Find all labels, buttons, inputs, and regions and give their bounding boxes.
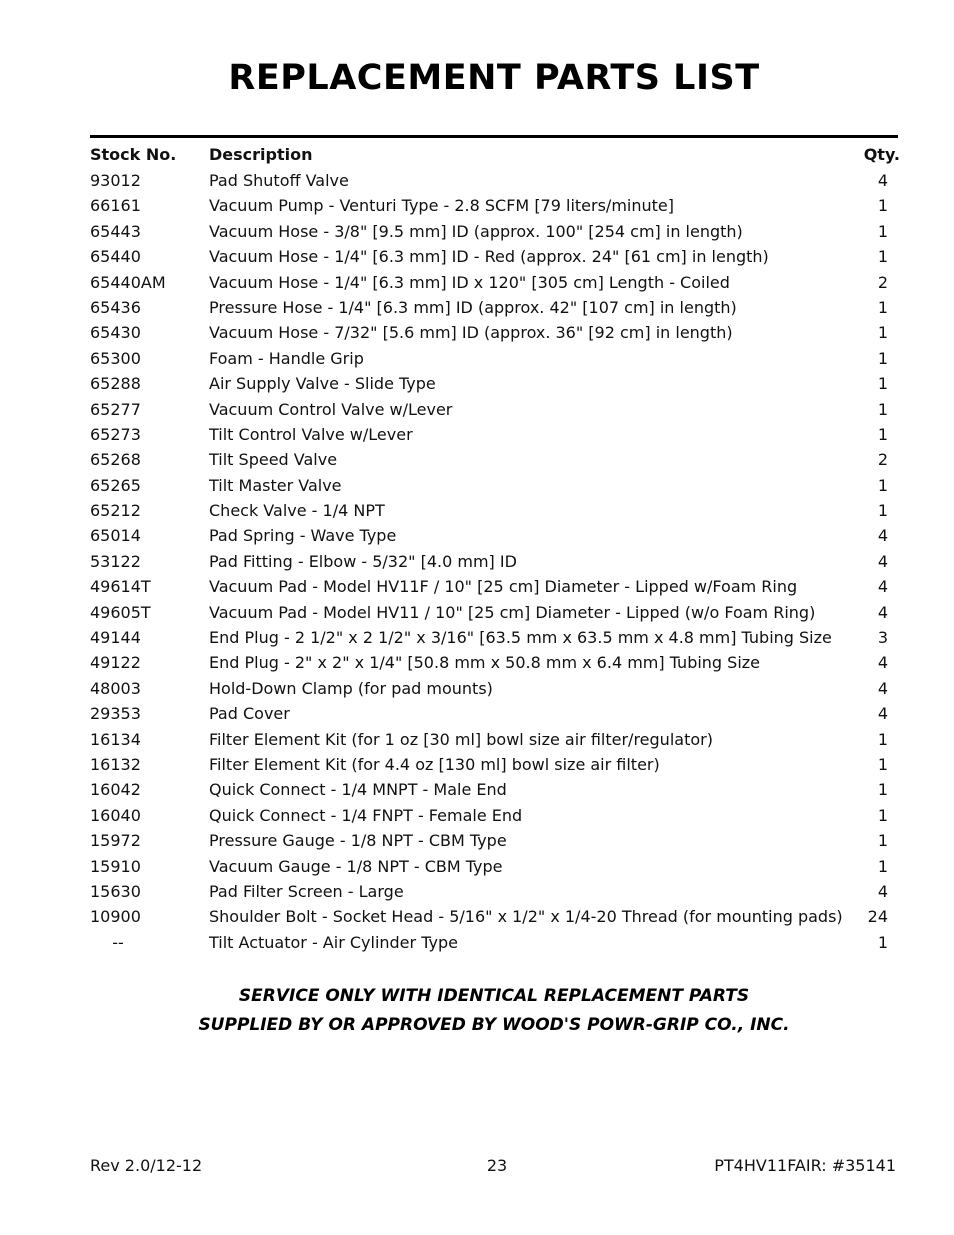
- part-description: Vacuum Hose - 3/8" [9.5 mm] ID (approx. 100" [254 cm] in length): [209, 221, 743, 241]
- footer-revision: Rev 2.0/12-12: [90, 1156, 203, 1175]
- part-description: Air Supply Valve - Slide Type: [209, 374, 436, 394]
- table-row: [90, 650, 898, 675]
- part-description: Vacuum Pad - Model HV11F / 10" [25 cm] Diameter - Lipped w/Foam Ring: [209, 577, 798, 597]
- part-description: Vacuum Gauge - 1/8 NPT - CBM Type: [209, 856, 503, 876]
- part-quantity: 4: [877, 577, 888, 597]
- part-description: End Plug - 2" x 2" x 1/4" [50.8 mm x 50.8 mm x 6.4 mm] Tubing Size: [209, 653, 761, 673]
- part-quantity: 1: [877, 374, 888, 394]
- table-row: [90, 930, 898, 955]
- part-quantity: 4: [877, 526, 888, 546]
- part-quantity: 1: [877, 932, 888, 952]
- part-description: Filter Element Kit (for 1 oz [30 ml] bowl size air filter/regulator): [209, 729, 713, 749]
- part-quantity: 1: [877, 856, 888, 876]
- part-quantity: 1: [877, 348, 888, 368]
- table-row: [90, 371, 898, 396]
- table-row: [90, 244, 898, 269]
- stock-number: 15972: [90, 831, 141, 851]
- table-row: [90, 854, 898, 879]
- part-description: Filter Element Kit (for 4.4 oz [130 ml] bowl size air filter): [209, 754, 660, 774]
- part-quantity: 24: [867, 907, 888, 927]
- part-quantity: 1: [877, 424, 888, 444]
- table-row: [90, 193, 898, 218]
- stock-number: 65440AM: [90, 272, 166, 292]
- stock-number: 65288: [90, 374, 141, 394]
- table-row: [90, 295, 898, 320]
- table-row: [90, 879, 898, 904]
- table-row: [90, 777, 898, 802]
- part-description: Vacuum Hose - 1/4" [6.3 mm] ID x 120" [305 cm] Length - Coiled: [209, 272, 730, 292]
- part-quantity: 1: [877, 805, 888, 825]
- stock-number: 65212: [90, 501, 141, 521]
- table-row: [90, 346, 898, 371]
- part-quantity: 4: [877, 653, 888, 673]
- part-quantity: 1: [877, 221, 888, 241]
- stock-number: --: [112, 932, 124, 952]
- part-description: Vacuum Pad - Model HV11 / 10" [25 cm] Diameter - Lipped (w/o Foam Ring): [209, 602, 816, 622]
- table-row: [90, 397, 898, 422]
- service-notice-line-2: SUPPLIED BY OR APPROVED BY WOOD'S POWR-GRIP CO., INC.: [198, 1015, 790, 1035]
- part-quantity: 1: [877, 247, 888, 267]
- part-quantity: 1: [877, 754, 888, 774]
- part-description: Vacuum Control Valve w/Lever: [209, 399, 453, 419]
- table-body: [90, 168, 898, 955]
- page-title: REPLACEMENT PARTS LIST: [228, 58, 760, 98]
- stock-column-header: Stock No.: [90, 145, 177, 164]
- stock-number: 93012: [90, 171, 141, 190]
- part-quantity: 1: [877, 297, 888, 317]
- part-quantity: 1: [877, 399, 888, 419]
- table-row: [90, 904, 898, 929]
- part-description: Tilt Control Valve w/Lever: [209, 424, 413, 444]
- part-description: End Plug - 2 1/2" x 2 1/2" x 3/16" [63.5 mm x 63.5 mm x 4.8 mm] Tubing Size: [209, 628, 832, 648]
- stock-number: 16132: [90, 754, 141, 774]
- table-row: [90, 676, 898, 701]
- stock-number: 65273: [90, 424, 141, 444]
- part-description: Pad Cover: [209, 704, 290, 724]
- table-row: [90, 701, 898, 726]
- stock-number: 65265: [90, 475, 141, 495]
- part-quantity: 1: [877, 831, 888, 851]
- part-description: Pad Spring - Wave Type: [209, 526, 397, 546]
- table-row: [90, 574, 898, 599]
- part-description: Quick Connect - 1/4 FNPT - Female End: [209, 805, 523, 825]
- header-rule: [90, 135, 898, 138]
- table-row: [90, 168, 898, 193]
- table-row: [90, 803, 898, 828]
- stock-number: 65440: [90, 247, 141, 267]
- qty-column-header: Qty.: [863, 145, 900, 164]
- table-row: [90, 498, 898, 523]
- part-description: Tilt Actuator - Air Cylinder Type: [209, 932, 458, 952]
- stock-number: 49605T: [90, 602, 151, 622]
- part-quantity: 1: [877, 196, 888, 216]
- part-quantity: 3: [877, 628, 888, 648]
- table-header-row: [90, 142, 898, 168]
- part-description: Pad Shutoff Valve: [209, 171, 349, 190]
- stock-number: 15630: [90, 881, 141, 901]
- service-notice-line-1: SERVICE ONLY WITH IDENTICAL REPLACEMENT PARTS: [238, 986, 750, 1006]
- stock-number: 16042: [90, 780, 141, 800]
- part-description: Pad Filter Screen - Large: [209, 881, 404, 901]
- table-row: [90, 523, 898, 548]
- part-quantity: 2: [877, 450, 888, 470]
- part-quantity: 1: [877, 323, 888, 343]
- stock-number: 49614T: [90, 577, 151, 597]
- stock-number: 10900: [90, 907, 141, 927]
- parts-table: [90, 142, 898, 955]
- table-row: [90, 219, 898, 244]
- part-quantity: 4: [877, 881, 888, 901]
- footer-page-number: 23: [486, 1156, 508, 1175]
- part-quantity: 1: [877, 501, 888, 521]
- part-quantity: 4: [877, 704, 888, 724]
- stock-number: 66161: [90, 196, 141, 216]
- stock-number: 15910: [90, 856, 141, 876]
- footer-document-id: PT4HV11FAIR: #35141: [714, 1156, 896, 1175]
- table-row: [90, 828, 898, 853]
- stock-number: 65443: [90, 221, 141, 241]
- part-quantity: 4: [877, 602, 888, 622]
- part-description: Quick Connect - 1/4 MNPT - Male End: [209, 780, 507, 800]
- part-description: Foam - Handle Grip: [209, 348, 364, 368]
- stock-number: 65430: [90, 323, 141, 343]
- stock-number: 65277: [90, 399, 141, 419]
- stock-number: 29353: [90, 704, 141, 724]
- part-description: Shoulder Bolt - Socket Head - 5/16" x 1/2" x 1/4-20 Thread (for mounting pads): [209, 907, 843, 927]
- table-row: [90, 752, 898, 777]
- stock-number: 49144: [90, 628, 141, 648]
- part-description: Check Valve - 1/4 NPT: [209, 501, 385, 521]
- part-description: Vacuum Pump - Venturi Type - 2.8 SCFM [79 liters/minute]: [209, 196, 674, 216]
- part-quantity: 4: [877, 551, 888, 571]
- stock-number: 16134: [90, 729, 141, 749]
- stock-number: 65436: [90, 297, 141, 317]
- stock-number: 65014: [90, 526, 141, 546]
- part-description: Tilt Master Valve: [209, 475, 342, 495]
- table-row: [90, 270, 898, 295]
- table-row: [90, 473, 898, 498]
- stock-number: 65300: [90, 348, 141, 368]
- part-description: Vacuum Hose - 7/32" [5.6 mm] ID (approx. 36" [92 cm] in length): [209, 323, 733, 343]
- table-row: [90, 600, 898, 625]
- description-column-header: Description: [209, 145, 313, 164]
- table-row: [90, 549, 898, 574]
- part-description: Vacuum Hose - 1/4" [6.3 mm] ID - Red (approx. 24" [61 cm] in length): [209, 247, 769, 267]
- part-description: Tilt Speed Valve: [209, 450, 338, 470]
- stock-number: 16040: [90, 805, 141, 825]
- part-quantity: 1: [877, 729, 888, 749]
- part-description: Hold-Down Clamp (for pad mounts): [209, 678, 493, 698]
- table-row: [90, 625, 898, 650]
- part-description: Pressure Gauge - 1/8 NPT - CBM Type: [209, 831, 507, 851]
- stock-number: 53122: [90, 551, 141, 571]
- part-quantity: 2: [877, 272, 888, 292]
- table-row: [90, 422, 898, 447]
- stock-number: 48003: [90, 678, 141, 698]
- part-description: Pressure Hose - 1/4" [6.3 mm] ID (approx. 42" [107 cm] in length): [209, 297, 737, 317]
- table-row: [90, 727, 898, 752]
- part-quantity: 4: [877, 678, 888, 698]
- part-quantity: 4: [877, 171, 888, 190]
- part-description: Pad Fitting - Elbow - 5/32" [4.0 mm] ID: [209, 551, 517, 571]
- stock-number: 65268: [90, 450, 141, 470]
- table-row: [90, 320, 898, 345]
- stock-number: 49122: [90, 653, 141, 673]
- table-row: [90, 447, 898, 472]
- part-quantity: 1: [877, 475, 888, 495]
- part-quantity: 1: [877, 780, 888, 800]
